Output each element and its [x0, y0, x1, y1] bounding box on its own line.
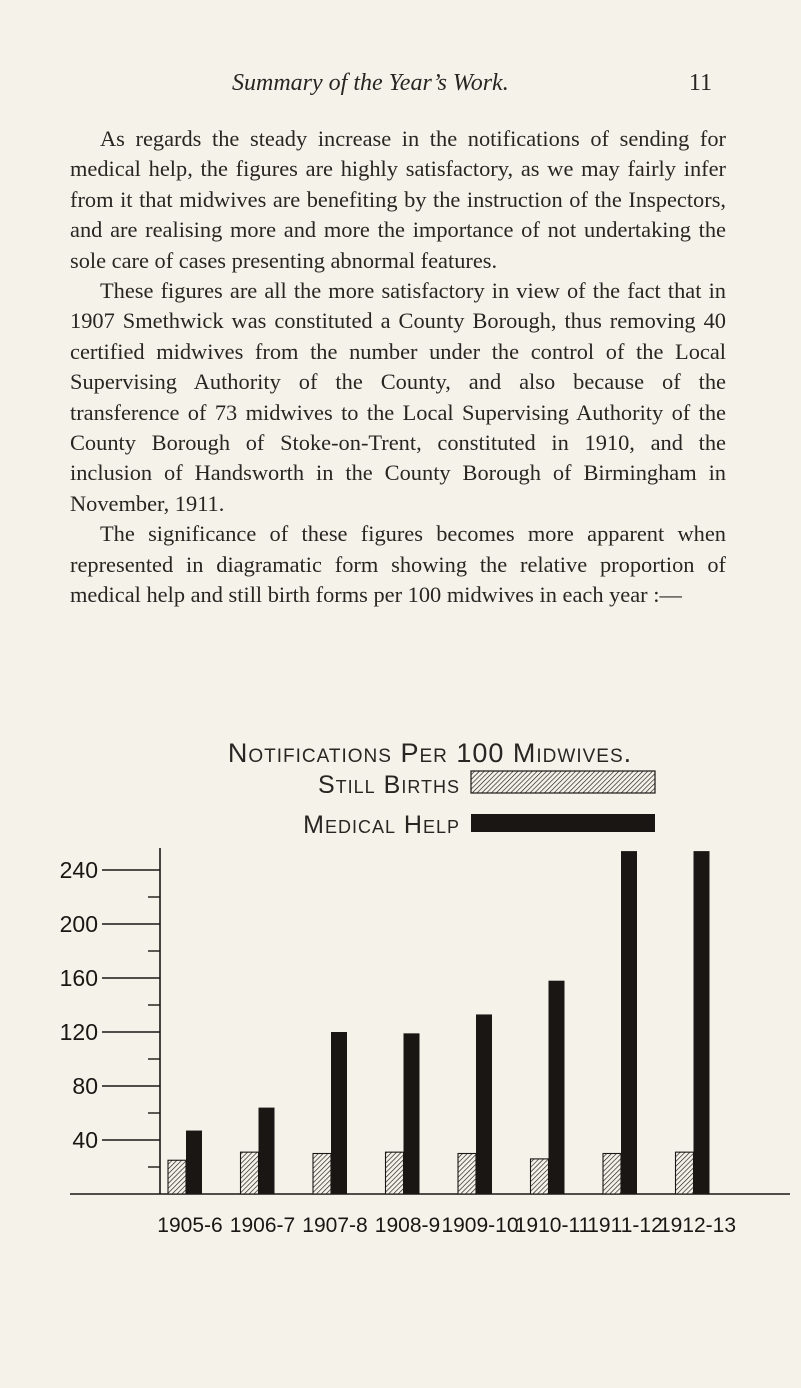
y-tick-label: 160 [59, 965, 98, 991]
y-tick-label: 240 [59, 857, 98, 883]
bar-still-births [313, 1154, 331, 1195]
running-title: Summary of the Year’s Work. [232, 70, 509, 96]
y-tick-label: 40 [72, 1127, 98, 1153]
x-tick-label: 1909-10 [441, 1214, 519, 1237]
bar-medical-help [404, 1033, 420, 1194]
page-number: 11 [688, 70, 712, 96]
bar-still-births [531, 1159, 549, 1194]
x-tick-label: 1911-12 [587, 1214, 663, 1237]
bar-medical-help [259, 1108, 275, 1194]
x-tick-label: 1912-13 [658, 1214, 737, 1237]
legend-label: Medical Help [303, 811, 460, 839]
bar-still-births [168, 1160, 186, 1194]
bar-medical-help [621, 851, 637, 1194]
paragraph: The significance of these figures becomes more apparent when represented in diagramatic form showing the relative proportion of medical help and still birth forms per 100 midwives in each year :— [70, 521, 726, 608]
legend-label: Still Births [318, 771, 460, 799]
bar-still-births [386, 1152, 404, 1194]
y-tick-label: 120 [59, 1019, 98, 1045]
bar-still-births [603, 1154, 621, 1195]
bar-medical-help [694, 851, 710, 1194]
bar-medical-help [476, 1014, 492, 1194]
legend-swatch-medical-help [471, 814, 655, 832]
paragraph: As regards the steady increase in the notifications of sending for medical help, the figures are highly satisfactory, as we may fairly infer from it that midwives are benefiting by the instruction of the Inspectors, and are realising more and more the importance of not undertaking the sole care of cases presenting abnormal features. [70, 126, 726, 273]
bar-still-births [676, 1152, 694, 1194]
x-tick-label: 1905-6 [157, 1214, 223, 1237]
bar-medical-help [331, 1032, 347, 1194]
x-tick-label: 1907-8 [302, 1214, 368, 1237]
bar-still-births [241, 1152, 259, 1194]
y-tick-label: 200 [59, 911, 98, 937]
chart-title: Notifications Per 100 Midwives. [227, 738, 633, 768]
bar-still-births [458, 1154, 476, 1195]
x-tick-label: 1906-7 [229, 1214, 296, 1237]
paragraph: These figures are all the more satisfactory in view of the fact that in 1907 Smethwick was constituted a County Borough, thus removing 40 certified midwives from the number under the control of the Local Supervising Authority of the County, and also because of the transference of 73 midwives to the Local Supervising Authority of the County Borough of Stoke-on-Trent, constituted in 1910, and the inclusion of Handsworth in the County Borough of Birmingham in November, 1911. [70, 278, 726, 516]
x-tick-label: 1908-9 [374, 1214, 441, 1237]
x-tick-label: 1910-11 [514, 1214, 591, 1237]
y-tick-label: 80 [72, 1073, 98, 1099]
bar-medical-help [549, 981, 565, 1194]
legend-swatch-still-births [471, 771, 655, 793]
bar-medical-help [186, 1131, 202, 1194]
